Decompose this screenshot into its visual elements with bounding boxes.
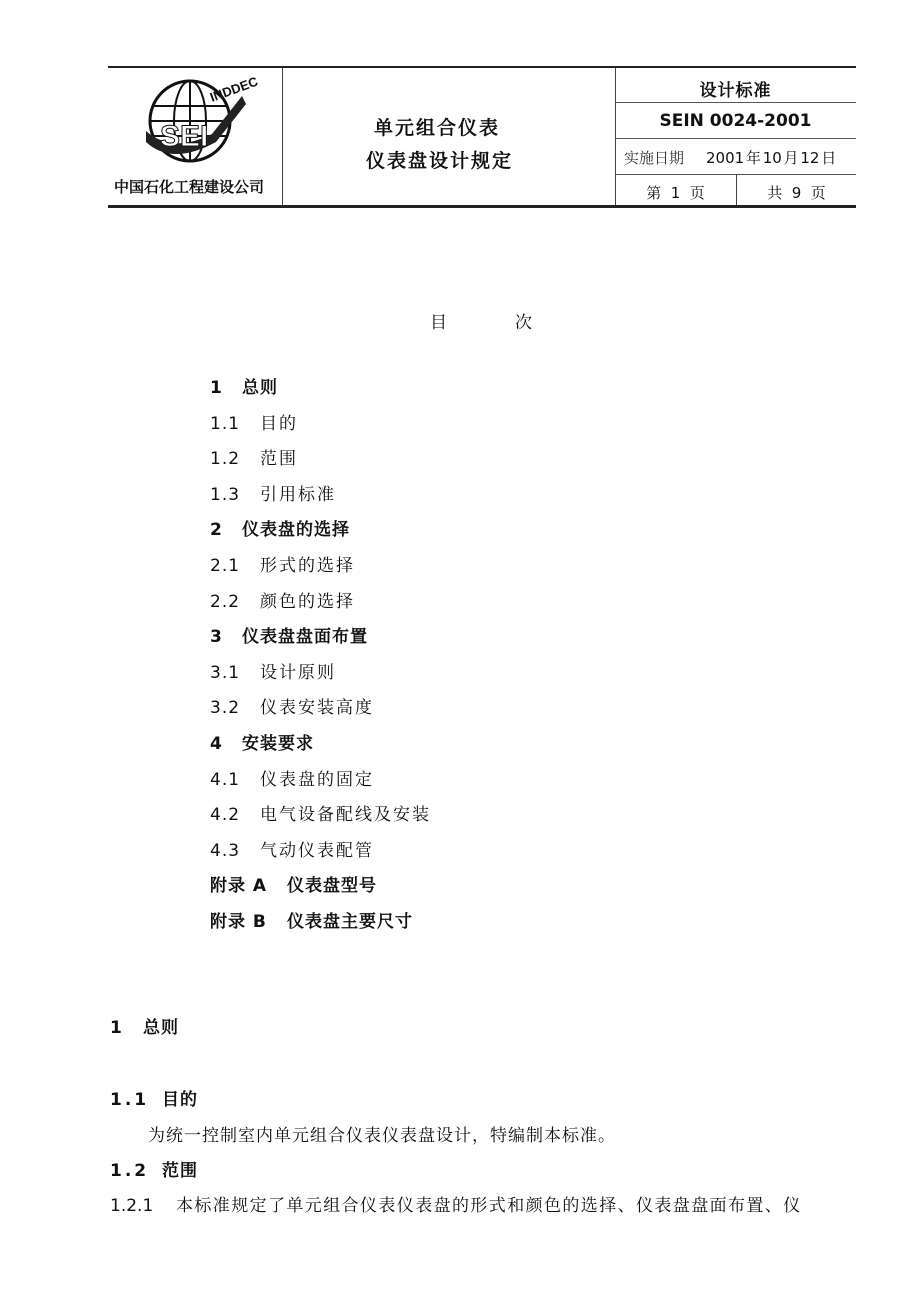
- toc-item-number: 4.3: [210, 840, 241, 861]
- section-number: 1.1: [110, 1090, 150, 1110]
- svg-text:SEI: SEI: [160, 120, 209, 153]
- toc-item-label: 颜色的选择: [260, 591, 355, 612]
- section-1-heading: [110, 1018, 179, 1038]
- section-1-1-heading: [110, 1090, 198, 1110]
- toc-item-number: 3.1: [210, 662, 241, 683]
- toc-item-number: 1.2: [210, 449, 241, 470]
- company-name: 中国石化工程建设公司: [114, 178, 265, 196]
- document-title-line1: 单元组合仪表: [374, 117, 501, 139]
- toc-item[interactable]: [210, 414, 298, 434]
- svg-text:INDDEC: INDDEC: [207, 73, 260, 105]
- toc-item[interactable]: [210, 876, 377, 896]
- toc-item-label: 引用标准: [260, 484, 336, 505]
- section-number: 1.2: [110, 1161, 150, 1181]
- toc-item[interactable]: [210, 485, 336, 505]
- standard-code: SEIN 0024-2001: [659, 111, 812, 131]
- document-title-line2: 仪表盘设计规定: [366, 150, 514, 172]
- toc-item-label: 仪表盘的选择: [242, 520, 350, 541]
- toc-item-number: 1: [210, 378, 223, 398]
- toc-item-number: 2.1: [210, 556, 241, 576]
- toc-item-number: 1.1: [210, 413, 241, 434]
- toc-item[interactable]: [210, 698, 374, 718]
- section-1-2-1-paragraph: [110, 1196, 802, 1216]
- toc-item[interactable]: [210, 770, 374, 790]
- toc-item[interactable]: [210, 734, 314, 754]
- section-title: 目的: [162, 1090, 198, 1110]
- toc-item[interactable]: [210, 520, 350, 540]
- toc-item-number: 4: [210, 734, 223, 754]
- paragraph-text: 本标准规定了单元组合仪表仪表盘的形式和颜色的选择、仪表盘盘面布置、仪: [176, 1196, 802, 1216]
- company-logo: [142, 73, 260, 166]
- total-pages: 共 9 页: [767, 184, 826, 202]
- toc-item[interactable]: [210, 841, 374, 861]
- toc-item[interactable]: [210, 912, 413, 932]
- toc-item[interactable]: [210, 556, 355, 576]
- section-1-2-heading: [110, 1161, 198, 1181]
- toc-item-number: 3: [210, 627, 223, 648]
- standard-type: 设计标准: [699, 81, 772, 101]
- toc-title-char1: 目: [430, 313, 447, 333]
- section-1-1-text: 为统一控制室内单元组合仪表仪表盘设计，特编制本标准。: [148, 1126, 616, 1146]
- toc-item[interactable]: [210, 805, 431, 825]
- toc-item-label: 设计原则: [260, 662, 336, 683]
- effective-date: 2001 年 10 月 12 日: [706, 149, 837, 167]
- toc-item-label: 电气设备配线及安装: [260, 805, 431, 826]
- toc-item-number: 1.3: [210, 484, 241, 505]
- toc-item-label: 仪表盘盘面布置: [242, 627, 368, 648]
- toc-item-number: 2.2: [210, 591, 241, 612]
- toc-item-label: 范围: [260, 449, 298, 470]
- toc-item[interactable]: [210, 663, 336, 683]
- globe-logo-icon: [142, 73, 260, 166]
- toc-item[interactable]: [210, 627, 368, 647]
- page-number: 第 1 页: [646, 184, 705, 202]
- toc-item-label: 安装要求: [242, 734, 314, 754]
- toc-item-number: 附录 B: [210, 912, 267, 932]
- toc-item-label: 气动仪表配管: [260, 840, 374, 861]
- section-title: 总则: [143, 1018, 179, 1038]
- toc-item-label: 仪表盘的固定: [260, 769, 374, 790]
- toc-item[interactable]: [210, 449, 298, 469]
- toc-item-label: 目的: [260, 413, 298, 434]
- section-title: 范围: [162, 1161, 198, 1181]
- toc-item-label: 仪表盘型号: [287, 876, 377, 897]
- toc-item-label: 总则: [242, 378, 278, 398]
- section-number: 1: [110, 1018, 123, 1038]
- toc-item-number: 附录 A: [210, 876, 268, 897]
- effective-date-label: 实施日期: [624, 149, 685, 167]
- toc-item-number: 4.1: [210, 769, 241, 790]
- toc-item-number: 3.2: [210, 698, 241, 719]
- toc-item-number: 2: [210, 520, 223, 541]
- toc-item-label: 仪表盘主要尺寸: [287, 912, 413, 932]
- toc-item-label: 仪表安装高度: [260, 698, 374, 719]
- toc-item-label: 形式的选择: [260, 556, 355, 576]
- section-number: 1.2.1: [110, 1196, 154, 1216]
- toc-item[interactable]: [210, 378, 278, 398]
- toc-item-number: 4.2: [210, 805, 241, 826]
- toc-title-char2: 次: [515, 313, 532, 333]
- toc-item[interactable]: [210, 592, 355, 612]
